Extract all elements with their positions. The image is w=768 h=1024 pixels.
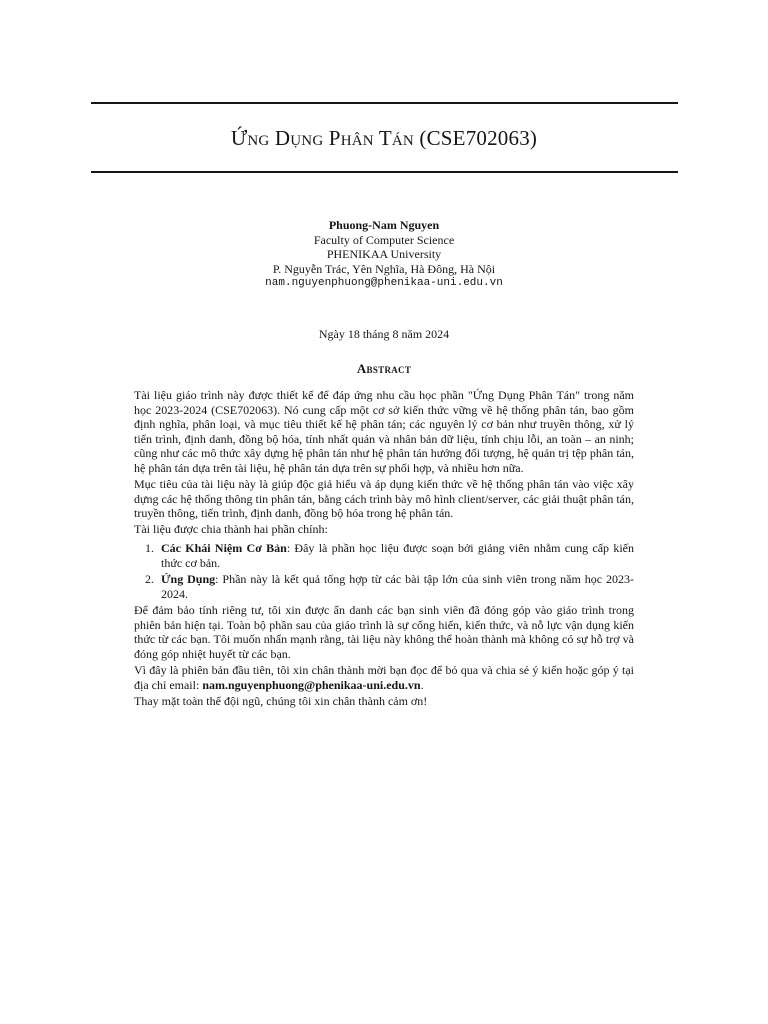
closing-paragraph: Thay mặt toàn thể đội ngũ, chúng tôi xin chân thành cảm ơn! bbox=[134, 693, 428, 708]
parts-list bbox=[134, 541, 634, 601]
list-item-text bbox=[161, 541, 634, 570]
abstract-paragraph: Mục tiêu của tài liệu này là giúp độc giả hiểu và áp dụng kiến thức về hệ thống phân tán vào việc xây dựng các hệ thống thông tin phân tán, bằng cách trình bày mô hình client/server, các giải thuật phân tán, truyền thông, tiến trình, định danh, đồng bộ hóa trong hệ phân tán. bbox=[134, 476, 634, 521]
contact-prefix: Vì đây là phiên bản đầu tiên, tôi xin chân thành mời bạn đọc để bỏ qua và chia sẻ ý kiến hoặc góp ý tại địa chỉ email: bbox=[134, 662, 634, 692]
abstract-paragraph: Tài liệu được chia thành hai phần chính: bbox=[134, 522, 328, 537]
list-item-number: 1. bbox=[145, 541, 154, 556]
author-email: nam.nguyenphuong@phenikaa-uni.edu.vn bbox=[265, 277, 503, 290]
list-item-description: : Đây là phần học liệu được soạn bởi giảng viên nhằm cung cấp kiến thức cơ bản. bbox=[161, 541, 634, 570]
abstract-paragraph: Tài liệu giáo trình này được thiết kế để đáp ứng nhu cầu học phần "Ứng Dụng Phân Tán" trong năm học 2023-2024 (CSE702063). Nó cung cấp một cơ sở kiến thức vững về hệ thống phân tán, bao gồm định nghĩa, phân loại, và mục tiêu thiết kế hệ phân tán; các nguyên lý cơ bản như truyền thông, xử lý tiến trình, định danh, đồng bộ hóa, tính nhất quán và nhân bản dữ liệu, tính chịu lỗi, an toàn – an ninh; cũng như các mô thức xây dựng hệ phân tán như hệ phân tán hướng đối tượng, hệ quản trị tệp phân tán, hệ phân tán dựa trên tài liệu, hệ phân tán dựa trên sự phối hợp, và nhiều hơn nữa. bbox=[134, 388, 634, 475]
list-item-term: Các Khái Niệm Cơ Bản bbox=[161, 541, 287, 556]
contact-email: nam.nguyenphuong@phenikaa-uni.edu.vn bbox=[202, 677, 421, 692]
abstract-body bbox=[134, 388, 634, 710]
privacy-paragraph: Để đảm bảo tính riêng tư, tôi xin được ẩn danh các bạn sinh viên đã đóng góp vào giáo trình trong phiên bản hiện tại. Toàn bộ phần sau của giáo trình là sự cống hiến, kiến thức, và nỗ lực vận dụng kiến thức từ các bạn. Tôi muốn nhấn mạnh rằng, tài liệu này không thể hoàn thành mà không có sự hỗ trợ và đóng góp nhiệt huyết từ các bạn. bbox=[134, 603, 634, 661]
list-item bbox=[134, 541, 634, 570]
author-block bbox=[0, 218, 768, 291]
author-faculty: Faculty of Computer Science bbox=[313, 232, 455, 247]
list-item-term: Ứng Dụng bbox=[161, 572, 216, 586]
author-university: PHENIKAA University bbox=[326, 247, 442, 262]
title-top-rule bbox=[91, 102, 678, 104]
contact-suffix: . bbox=[420, 677, 424, 692]
author-name: Phuong-Nam Nguyen bbox=[328, 218, 440, 232]
abstract-heading: Abstract bbox=[356, 361, 412, 376]
author-address: P. Nguyễn Trác, Yên Nghĩa, Hà Đông, Hà Nội bbox=[272, 261, 496, 276]
document-date: Ngày 18 tháng 8 năm 2024 bbox=[318, 327, 450, 341]
list-item bbox=[134, 572, 634, 601]
list-item-text bbox=[161, 572, 634, 601]
contact-paragraph bbox=[134, 663, 634, 692]
document-title: Ứng Dụng Phân Tán (CSE702063) bbox=[230, 126, 538, 150]
list-item-description: : Phần này là kết quả tổng hợp từ các bài tập lớn của sinh viên trong năm học 2023-2024. bbox=[161, 572, 634, 601]
title-bottom-rule bbox=[91, 171, 678, 173]
list-item-number: 2. bbox=[145, 572, 154, 586]
